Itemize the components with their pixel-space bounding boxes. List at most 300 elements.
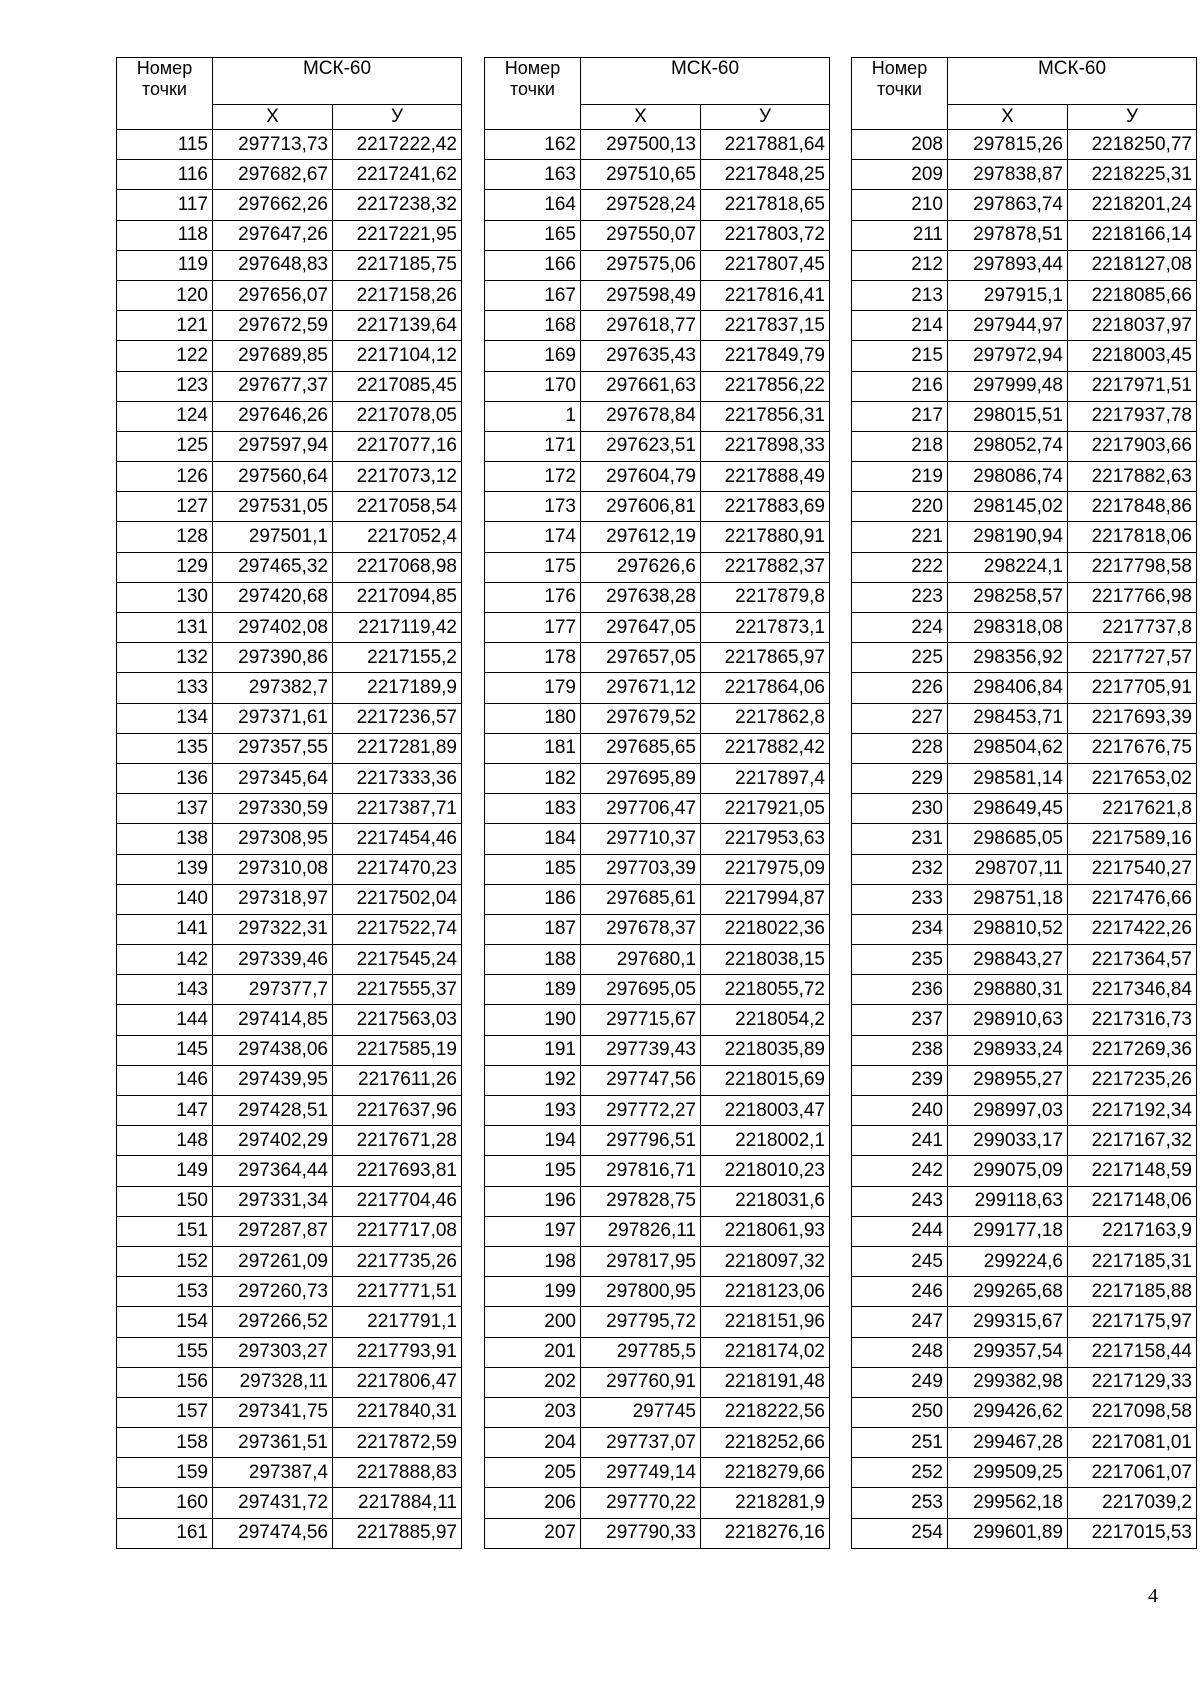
y-coordinate-cell: 2218250,77 [1068, 130, 1197, 160]
x-coordinate-cell: 298810,52 [948, 914, 1068, 944]
table-row [852, 1518, 1197, 1548]
table-row [117, 1186, 462, 1216]
point-number-cell: 234 [852, 914, 948, 944]
x-coordinate-cell: 298933,24 [948, 1035, 1068, 1065]
y-coordinate-cell: 2217119,42 [333, 613, 462, 643]
x-coordinate-cell: 297428,51 [213, 1096, 333, 1126]
table-row [117, 1458, 462, 1488]
table-row [117, 401, 462, 431]
table-row [485, 1126, 830, 1156]
point-number-cell: 115 [117, 130, 213, 160]
point-number-cell: 236 [852, 975, 948, 1005]
table-row [117, 431, 462, 461]
y-coordinate-cell: 2217898,33 [701, 431, 830, 461]
table-row [852, 552, 1197, 582]
y-coordinate-cell: 2217840,31 [333, 1397, 462, 1427]
point-number-cell: 141 [117, 914, 213, 944]
point-number-cell: 137 [117, 794, 213, 824]
x-coordinate-cell: 297531,05 [213, 492, 333, 522]
point-number-cell: 165 [485, 220, 581, 250]
table-row [852, 1216, 1197, 1246]
point-number-cell: 124 [117, 401, 213, 431]
y-coordinate-cell: 2217882,42 [701, 733, 830, 763]
table-row [852, 1156, 1197, 1186]
y-coordinate-cell: 2217818,65 [701, 190, 830, 220]
y-coordinate-cell: 2217882,37 [701, 552, 830, 582]
point-number-cell: 180 [485, 703, 581, 733]
y-coordinate-cell: 2217884,11 [333, 1488, 462, 1518]
table-row [117, 703, 462, 733]
table-row [485, 492, 830, 522]
x-coordinate-cell: 297760,91 [581, 1367, 701, 1397]
point-number-cell: 153 [117, 1277, 213, 1307]
x-coordinate-cell: 297474,56 [213, 1518, 333, 1548]
y-coordinate-cell: 2217621,8 [1068, 794, 1197, 824]
x-header: Х [213, 105, 333, 130]
y-coordinate-cell: 2217717,08 [333, 1216, 462, 1246]
x-coordinate-cell: 297465,32 [213, 552, 333, 582]
table-row [117, 1156, 462, 1186]
x-coordinate-cell: 297387,4 [213, 1458, 333, 1488]
x-coordinate-cell: 298843,27 [948, 945, 1068, 975]
x-coordinate-cell: 297678,84 [581, 401, 701, 431]
x-coordinate-cell: 298224,1 [948, 552, 1068, 582]
y-coordinate-cell: 2217364,57 [1068, 945, 1197, 975]
x-coordinate-cell: 297677,37 [213, 371, 333, 401]
y-coordinate-cell: 2218097,32 [701, 1246, 830, 1276]
table-row [485, 280, 830, 310]
x-coordinate-cell: 297318,97 [213, 884, 333, 914]
x-coordinate-cell: 297715,67 [581, 1005, 701, 1035]
x-coordinate-cell: 297672,59 [213, 311, 333, 341]
table-row [485, 794, 830, 824]
y-coordinate-cell: 2217873,1 [701, 613, 830, 643]
point-number-cell: 220 [852, 492, 948, 522]
x-coordinate-cell: 297999,48 [948, 371, 1068, 401]
y-coordinate-cell: 2217158,44 [1068, 1337, 1197, 1367]
table-row [852, 522, 1197, 552]
y-coordinate-cell: 2217129,33 [1068, 1367, 1197, 1397]
point-number-cell: 194 [485, 1126, 581, 1156]
table-row [485, 1518, 830, 1548]
x-coordinate-cell: 297635,43 [581, 341, 701, 371]
x-coordinate-cell: 297737,07 [581, 1428, 701, 1458]
table-row [117, 492, 462, 522]
y-coordinate-cell: 2217971,51 [1068, 371, 1197, 401]
table-row [852, 311, 1197, 341]
x-coordinate-cell: 297656,07 [213, 280, 333, 310]
table-row [852, 643, 1197, 673]
point-number-cell: 198 [485, 1246, 581, 1276]
table-row [485, 160, 830, 190]
y-coordinate-cell: 2217693,81 [333, 1156, 462, 1186]
y-coordinate-cell: 2217865,97 [701, 643, 830, 673]
point-number-cell: 156 [117, 1367, 213, 1397]
table-row [852, 1307, 1197, 1337]
y-coordinate-cell: 2217879,8 [701, 582, 830, 612]
table-row [485, 1428, 830, 1458]
x-coordinate-cell: 298258,57 [948, 582, 1068, 612]
y-coordinate-cell: 2217058,54 [333, 492, 462, 522]
point-number-cell: 155 [117, 1337, 213, 1367]
point-number-cell: 142 [117, 945, 213, 975]
point-number-cell: 128 [117, 522, 213, 552]
y-coordinate-cell: 2217175,97 [1068, 1307, 1197, 1337]
x-coordinate-cell: 298997,03 [948, 1096, 1068, 1126]
point-number-cell: 209 [852, 160, 948, 190]
table-row [485, 945, 830, 975]
y-coordinate-cell: 2217540,27 [1068, 854, 1197, 884]
table-row [117, 371, 462, 401]
point-number-cell: 168 [485, 311, 581, 341]
table-row [852, 341, 1197, 371]
y-coordinate-cell: 2218201,24 [1068, 190, 1197, 220]
x-coordinate-cell: 297597,94 [213, 431, 333, 461]
x-coordinate-cell: 297689,85 [213, 341, 333, 371]
table-row [117, 884, 462, 914]
x-coordinate-cell: 297345,64 [213, 763, 333, 793]
table-row [485, 884, 830, 914]
table-row [485, 854, 830, 884]
y-coordinate-cell: 2217888,83 [333, 1458, 462, 1488]
y-coordinate-cell: 2217241,62 [333, 160, 462, 190]
y-coordinate-cell: 2217953,63 [701, 824, 830, 854]
point-number-cell: 232 [852, 854, 948, 884]
y-coordinate-cell: 2217848,86 [1068, 492, 1197, 522]
x-coordinate-cell: 297647,05 [581, 613, 701, 643]
point-number-cell: 243 [852, 1186, 948, 1216]
table-row [852, 220, 1197, 250]
x-coordinate-cell: 298504,62 [948, 733, 1068, 763]
table-row [852, 280, 1197, 310]
point-number-cell: 226 [852, 673, 948, 703]
x-coordinate-cell: 297604,79 [581, 462, 701, 492]
y-coordinate-cell: 2217015,53 [1068, 1518, 1197, 1548]
table-row [852, 884, 1197, 914]
point-number-cell: 250 [852, 1397, 948, 1427]
point-number-cell: 164 [485, 190, 581, 220]
y-coordinate-cell: 2217148,06 [1068, 1186, 1197, 1216]
x-coordinate-cell: 299177,18 [948, 1216, 1068, 1246]
point-number-cell: 149 [117, 1156, 213, 1186]
table-row [485, 1397, 830, 1427]
x-coordinate-cell: 297303,27 [213, 1337, 333, 1367]
point-number-cell: 196 [485, 1186, 581, 1216]
y-coordinate-cell: 2217885,97 [333, 1518, 462, 1548]
table-row [852, 492, 1197, 522]
y-coordinate-cell: 2217148,59 [1068, 1156, 1197, 1186]
table-row [852, 703, 1197, 733]
point-number-cell: 173 [485, 492, 581, 522]
x-coordinate-cell: 297618,77 [581, 311, 701, 341]
y-coordinate-cell: 2217316,73 [1068, 1005, 1197, 1035]
table-row [117, 1397, 462, 1427]
point-number-cell: 123 [117, 371, 213, 401]
y-coordinate-cell: 2217422,26 [1068, 914, 1197, 944]
point-number-cell: 214 [852, 311, 948, 341]
x-coordinate-cell: 299075,09 [948, 1156, 1068, 1186]
y-coordinate-cell: 2217454,46 [333, 824, 462, 854]
table-row [117, 673, 462, 703]
table-row [117, 1367, 462, 1397]
table-row [852, 250, 1197, 280]
point-number-cell: 185 [485, 854, 581, 884]
table-row [852, 1186, 1197, 1216]
x-coordinate-cell: 297261,09 [213, 1246, 333, 1276]
table-row [852, 1337, 1197, 1367]
y-coordinate-cell: 2217862,8 [701, 703, 830, 733]
y-coordinate-cell: 2218022,36 [701, 914, 830, 944]
y-coordinate-cell: 2218002,1 [701, 1126, 830, 1156]
point-number-cell: 202 [485, 1367, 581, 1397]
table-row [852, 401, 1197, 431]
point-number-cell: 224 [852, 613, 948, 643]
y-coordinate-cell: 2217333,36 [333, 763, 462, 793]
x-coordinate-cell: 297260,73 [213, 1277, 333, 1307]
table-row [485, 250, 830, 280]
point-number-cell: 230 [852, 794, 948, 824]
table-row [117, 160, 462, 190]
x-coordinate-cell: 297770,22 [581, 1488, 701, 1518]
y-coordinate-cell: 2217098,58 [1068, 1397, 1197, 1427]
point-number-cell: 161 [117, 1518, 213, 1548]
point-number-cell: 200 [485, 1307, 581, 1337]
table-row [117, 945, 462, 975]
y-coordinate-cell: 2217921,05 [701, 794, 830, 824]
table-row [852, 794, 1197, 824]
y-coordinate-cell: 2217837,15 [701, 311, 830, 341]
y-coordinate-cell: 2217163,9 [1068, 1216, 1197, 1246]
x-coordinate-cell: 297339,46 [213, 945, 333, 975]
y-coordinate-cell: 2217039,2 [1068, 1488, 1197, 1518]
x-coordinate-cell: 297713,73 [213, 130, 333, 160]
x-coordinate-cell: 297878,51 [948, 220, 1068, 250]
point-number-cell: 204 [485, 1428, 581, 1458]
table-row [852, 824, 1197, 854]
y-coordinate-cell: 2217727,57 [1068, 643, 1197, 673]
table-row [485, 582, 830, 612]
table-row [485, 431, 830, 461]
table-row [117, 250, 462, 280]
x-coordinate-cell: 297826,11 [581, 1216, 701, 1246]
point-number-cell: 221 [852, 522, 948, 552]
table-row [117, 1216, 462, 1246]
point-number-header: Номер точки [852, 58, 948, 130]
y-coordinate-cell: 2218055,72 [701, 975, 830, 1005]
table-row [485, 703, 830, 733]
point-number-cell: 218 [852, 431, 948, 461]
point-number-cell: 207 [485, 1518, 581, 1548]
y-coordinate-cell: 2217522,74 [333, 914, 462, 944]
x-coordinate-cell: 297606,81 [581, 492, 701, 522]
point-number-cell: 192 [485, 1065, 581, 1095]
table-row [117, 975, 462, 1005]
x-coordinate-cell: 297790,33 [581, 1518, 701, 1548]
y-coordinate-cell: 2217676,75 [1068, 733, 1197, 763]
x-coordinate-cell: 298086,74 [948, 462, 1068, 492]
x-coordinate-cell: 297308,95 [213, 824, 333, 854]
table-row [485, 1307, 830, 1337]
table-row [117, 763, 462, 793]
y-header: У [1068, 105, 1197, 130]
table-row [852, 1428, 1197, 1458]
table-row [117, 794, 462, 824]
point-number-cell: 150 [117, 1186, 213, 1216]
x-coordinate-cell: 297661,63 [581, 371, 701, 401]
y-coordinate-cell: 2217818,06 [1068, 522, 1197, 552]
x-coordinate-cell: 297612,19 [581, 522, 701, 552]
point-number-cell: 131 [117, 613, 213, 643]
y-coordinate-cell: 2217856,31 [701, 401, 830, 431]
point-number-cell: 217 [852, 401, 948, 431]
y-coordinate-cell: 2218252,66 [701, 1428, 830, 1458]
coordinates-table-1 [116, 57, 462, 1549]
y-coordinate-cell: 2218276,16 [701, 1518, 830, 1548]
y-coordinate-cell: 2218166,14 [1068, 220, 1197, 250]
table-row [852, 945, 1197, 975]
point-number-cell: 177 [485, 613, 581, 643]
point-number-cell: 172 [485, 462, 581, 492]
table-row [485, 1277, 830, 1307]
point-number-cell: 183 [485, 794, 581, 824]
point-number-cell: 125 [117, 431, 213, 461]
y-coordinate-cell: 2218003,47 [701, 1096, 830, 1126]
point-number-cell: 162 [485, 130, 581, 160]
y-coordinate-cell: 2217693,39 [1068, 703, 1197, 733]
x-coordinate-cell: 298707,11 [948, 854, 1068, 884]
table-row [485, 1156, 830, 1186]
x-coordinate-cell: 297575,06 [581, 250, 701, 280]
table-row [117, 1428, 462, 1458]
table-row [117, 311, 462, 341]
x-coordinate-cell: 297817,95 [581, 1246, 701, 1276]
table-row [117, 914, 462, 944]
x-coordinate-cell: 299467,28 [948, 1428, 1068, 1458]
point-number-cell: 159 [117, 1458, 213, 1488]
table-row [852, 975, 1197, 1005]
x-coordinate-cell: 297598,49 [581, 280, 701, 310]
x-coordinate-cell: 298145,02 [948, 492, 1068, 522]
table-row [852, 1458, 1197, 1488]
x-coordinate-cell: 297678,37 [581, 914, 701, 944]
x-coordinate-cell: 297330,59 [213, 794, 333, 824]
y-coordinate-cell: 2217281,89 [333, 733, 462, 763]
table-row [852, 582, 1197, 612]
point-number-cell: 140 [117, 884, 213, 914]
table-row [117, 130, 462, 160]
y-coordinate-cell: 2217077,16 [333, 431, 462, 461]
y-coordinate-cell: 2218015,69 [701, 1065, 830, 1095]
table-row [117, 341, 462, 371]
point-number-cell: 254 [852, 1518, 948, 1548]
x-coordinate-cell: 297863,74 [948, 190, 1068, 220]
point-number-cell: 233 [852, 884, 948, 914]
table-row [117, 1488, 462, 1518]
point-number-cell: 235 [852, 945, 948, 975]
table-row [485, 643, 830, 673]
point-number-cell: 166 [485, 250, 581, 280]
y-coordinate-cell: 2218222,56 [701, 1397, 830, 1427]
point-number-cell: 245 [852, 1246, 948, 1276]
point-number-cell: 211 [852, 220, 948, 250]
y-coordinate-cell: 2218035,89 [701, 1035, 830, 1065]
x-coordinate-cell: 297420,68 [213, 582, 333, 612]
y-coordinate-cell: 2217185,88 [1068, 1277, 1197, 1307]
point-number-cell: 122 [117, 341, 213, 371]
y-coordinate-cell: 2218003,45 [1068, 341, 1197, 371]
y-coordinate-cell: 2217705,91 [1068, 673, 1197, 703]
table-row [852, 1277, 1197, 1307]
point-number-cell: 187 [485, 914, 581, 944]
table-row [117, 1126, 462, 1156]
point-number-cell: 247 [852, 1307, 948, 1337]
x-coordinate-cell: 297560,64 [213, 462, 333, 492]
table-row [117, 1005, 462, 1035]
y-coordinate-cell: 2217704,46 [333, 1186, 462, 1216]
table-row [485, 462, 830, 492]
point-number-cell: 182 [485, 763, 581, 793]
table-row [852, 1246, 1197, 1276]
x-coordinate-cell: 297377,7 [213, 975, 333, 1005]
point-number-cell: 148 [117, 1126, 213, 1156]
point-number-cell: 146 [117, 1065, 213, 1095]
x-coordinate-cell: 297800,95 [581, 1277, 701, 1307]
x-coordinate-cell: 299357,54 [948, 1337, 1068, 1367]
point-number-cell: 244 [852, 1216, 948, 1246]
table-row [852, 190, 1197, 220]
point-number-cell: 118 [117, 220, 213, 250]
x-coordinate-cell: 297623,51 [581, 431, 701, 461]
table-row [485, 552, 830, 582]
x-coordinate-cell: 299601,89 [948, 1518, 1068, 1548]
point-number-cell: 197 [485, 1216, 581, 1246]
x-coordinate-cell: 297550,07 [581, 220, 701, 250]
table-row [485, 914, 830, 944]
x-coordinate-cell: 297745 [581, 1397, 701, 1427]
y-coordinate-cell: 2217563,03 [333, 1005, 462, 1035]
y-header: У [701, 105, 830, 130]
y-coordinate-cell: 2218174,02 [701, 1337, 830, 1367]
table-row [852, 763, 1197, 793]
y-coordinate-cell: 2218061,93 [701, 1216, 830, 1246]
point-number-cell: 160 [117, 1488, 213, 1518]
y-coordinate-cell: 2217791,1 [333, 1307, 462, 1337]
table-row [117, 190, 462, 220]
y-coordinate-cell: 2217346,84 [1068, 975, 1197, 1005]
table-row [485, 673, 830, 703]
point-number-cell: 253 [852, 1488, 948, 1518]
y-coordinate-cell: 2217061,07 [1068, 1458, 1197, 1488]
table-row [117, 280, 462, 310]
point-number-cell: 152 [117, 1246, 213, 1276]
x-coordinate-cell: 297828,75 [581, 1186, 701, 1216]
x-coordinate-cell: 297414,85 [213, 1005, 333, 1035]
point-number-cell: 199 [485, 1277, 581, 1307]
table-row [485, 1458, 830, 1488]
point-number-cell: 228 [852, 733, 948, 763]
table-row [852, 1096, 1197, 1126]
x-coordinate-cell: 299509,25 [948, 1458, 1068, 1488]
point-number-cell: 138 [117, 824, 213, 854]
y-coordinate-cell: 2218151,96 [701, 1307, 830, 1337]
table-row [117, 854, 462, 884]
table-row [852, 1126, 1197, 1156]
table-row [485, 824, 830, 854]
x-coordinate-cell: 297626,6 [581, 552, 701, 582]
y-coordinate-cell: 2217185,75 [333, 250, 462, 280]
x-coordinate-cell: 297331,34 [213, 1186, 333, 1216]
point-number-cell: 136 [117, 763, 213, 793]
